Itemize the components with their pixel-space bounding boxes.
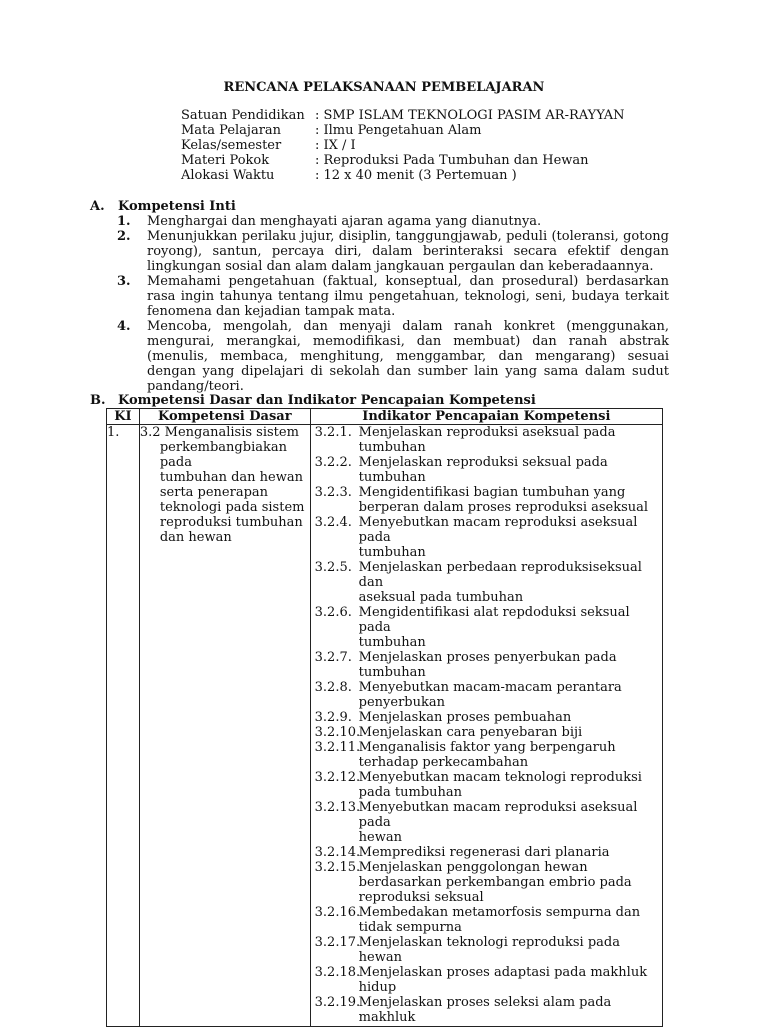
section-a-letter: A. xyxy=(90,199,105,214)
list-item-text: Menghargai dan menghayati ajaran agama yang dianutnya. xyxy=(147,214,542,229)
info-row xyxy=(181,168,625,183)
indicator-text: Menjelaskan proses adaptasi pada makhluk xyxy=(358,965,648,980)
competency-table xyxy=(106,408,663,1027)
indicator-number: 3.2.19. xyxy=(314,995,361,1010)
indicator-text: Menjelaskan cara penyebaran biji xyxy=(358,725,583,740)
indicator-text-continued: tumbuhan xyxy=(358,545,426,560)
kd-line: pada xyxy=(159,455,193,470)
indicator-number: 3.2.16. xyxy=(314,905,361,920)
list-item-number: 4. xyxy=(117,319,131,334)
list-item xyxy=(117,319,669,394)
indicator-text-continued: reproduksi seksual xyxy=(358,890,484,905)
indicator-item xyxy=(311,605,662,650)
indicator-text: Menjelaskan teknologi reproduksi pada hewan xyxy=(358,935,620,965)
info-label: Kelas/semester xyxy=(181,138,282,153)
list-item-number: 3. xyxy=(117,274,131,289)
section-a-title: Kompetensi Inti xyxy=(118,199,236,214)
indicator-number: 3.2.13. xyxy=(314,800,361,815)
kd-line: tumbuhan dan hewan xyxy=(159,470,303,485)
section-b-heading xyxy=(90,393,536,408)
indicator-text: Menyebutkan macam-macam perantara xyxy=(358,680,622,695)
indicator-text-continued: hidup xyxy=(358,980,397,995)
indicator-text: Menjelaskan proses seleksi alam pada makhluk xyxy=(358,995,612,1025)
indicator-item xyxy=(311,965,662,995)
indicator-item xyxy=(311,485,662,515)
indicator-item xyxy=(311,860,662,905)
indicator-item xyxy=(311,770,662,800)
indicator-item xyxy=(311,710,662,725)
indicator-item xyxy=(311,995,662,1025)
indicator-item xyxy=(311,935,662,965)
indicator-item xyxy=(311,680,662,710)
info-row xyxy=(181,138,625,153)
kd-line: reproduksi tumbuhan xyxy=(159,515,303,530)
indicator-text: Menjelaskan proses penyerbukan pada xyxy=(358,650,617,665)
indicator-text-continued: penyerbukan xyxy=(358,695,445,710)
document-title: RENCANA PELAKSANAAN PEMBELAJARAN xyxy=(223,80,545,95)
list-item xyxy=(117,229,669,274)
info-row xyxy=(181,108,625,123)
indicator-text-continued: terhadap perkecambahan xyxy=(358,755,529,770)
indicator-text: Menyebutkan macam teknologi reproduksi xyxy=(358,770,642,785)
kd-line: teknologi pada sistem xyxy=(159,500,305,515)
table-row xyxy=(107,425,663,1027)
header-ki: KI xyxy=(107,409,140,425)
indicator-number: 3.2.1. xyxy=(314,425,352,440)
info-value: : SMP ISLAM TEKNOLOGI PASIM AR-RAYYAN xyxy=(315,108,625,123)
indicator-text: Menganalisis faktor yang berpengaruh xyxy=(358,740,616,755)
info-value: : 12 x 40 menit (3 Pertemuan ) xyxy=(315,168,517,183)
indicator-item xyxy=(311,800,662,845)
indicator-number: 3.2.9. xyxy=(314,710,352,725)
info-label: Satuan Pendidikan xyxy=(181,108,305,123)
indicator-text-continued: aseksual pada tumbuhan xyxy=(358,590,524,605)
indicator-text: Menjelaskan proses pembuahan xyxy=(358,710,572,725)
identity-block xyxy=(181,108,625,183)
indicator-number: 3.2.15. xyxy=(314,860,361,875)
list-item-text: Menunjukkan perilaku jujur, disiplin, tanggungjawab, peduli (toleransi, gotong royong), santun, percaya diri, dalam berinteraksi secara efektif dengan lingkungan sosial dan alam dalam jangkauan pergaulan dan keberadaannya. xyxy=(147,229,669,274)
indicator-text: Menyebutkan macam reproduksi aseksual pada xyxy=(358,800,638,830)
indicator-number: 3.2.10. xyxy=(314,725,361,740)
header-indikator: Indikator Pencapaian Kompetensi xyxy=(310,409,662,425)
indicator-number: 3.2.7. xyxy=(314,650,352,665)
table-header-row xyxy=(107,409,663,425)
ki-number-cell: 1. xyxy=(107,425,140,1027)
indicator-item xyxy=(311,425,662,455)
kd-cell xyxy=(139,425,310,1027)
indicator-text-continued: berperan dalam proses reproduksi aseksual xyxy=(358,500,649,515)
info-value: : Reproduksi Pada Tumbuhan dan Hewan xyxy=(315,153,589,168)
indicator-number: 3.2.8. xyxy=(314,680,352,695)
info-label: Alokasi Waktu xyxy=(181,168,275,183)
info-label: Mata Pelajaran xyxy=(181,123,282,138)
list-item-number: 2. xyxy=(117,229,131,244)
list-item-number: 1. xyxy=(117,214,131,229)
indicator-item xyxy=(311,845,662,860)
indicator-text: Memprediksi regenerasi dari planaria xyxy=(358,845,610,860)
list-item-text: Memahami pengetahuan (faktual, konseptual, dan prosedural) berdasarkan rasa ingin tahunya tentang ilmu pengetahuan, teknologi, seni, budaya terkait fenomena dan kejadian tampak mata. xyxy=(147,274,669,319)
indicator-number: 3.2.6. xyxy=(314,605,352,620)
indicator-text-continued: berdasarkan perkembangan embrio pada xyxy=(358,875,632,890)
indicator-text: Menjelaskan penggolongan hewan xyxy=(358,860,588,875)
kd-line: dan hewan xyxy=(159,530,232,545)
list-item-text: Mencoba, mengolah, dan menyaji dalam ranah konkret (menggunakan, mengurai, merangkai, memodifikasi, dan membuat) dan ranah abstrak (menulis, membaca, menghitung, menggambar, dan mengarang) sesuai dengan yang dipelajari di sekolah dan sumber lain yang sama dalam sudut pandang/teori. xyxy=(147,319,669,394)
indicator-number: 3.2.4. xyxy=(314,515,352,530)
indicator-item xyxy=(311,905,662,935)
indicator-item xyxy=(311,560,662,605)
indicator-number: 3.2.18. xyxy=(314,965,361,980)
indicator-text-continued: tumbuhan xyxy=(358,665,426,680)
indicator-text: Membedakan metamorfosis sempurna dan xyxy=(358,905,641,920)
indicator-number: 3.2.5. xyxy=(314,560,352,575)
indicator-text-continued: tumbuhan xyxy=(358,470,426,485)
indicator-number: 3.2.14. xyxy=(314,845,361,860)
indicator-text-continued: tidak sempurna xyxy=(358,920,462,935)
indicator-number: 3.2.3. xyxy=(314,485,352,500)
indicator-item xyxy=(311,515,662,560)
kd-first-line: 3.2 Menganalisis sistem xyxy=(139,425,299,440)
info-row xyxy=(181,153,625,168)
indicator-text: Mengidentifikasi alat repdoduksi seksual pada xyxy=(358,605,630,635)
info-value: : IX / I xyxy=(315,138,356,153)
indicator-number: 3.2.2. xyxy=(314,455,352,470)
indicator-text: Menjelaskan reproduksi seksual pada xyxy=(358,455,608,470)
indicator-cell xyxy=(310,425,662,1027)
info-row xyxy=(181,123,625,138)
kd-line: serta penerapan xyxy=(159,485,269,500)
info-label: Materi Pokok xyxy=(181,153,270,168)
indicator-number: 3.2.17. xyxy=(314,935,361,950)
section-b-title: Kompetensi Dasar dan Indikator Pencapaian Kompetensi xyxy=(118,393,536,408)
indicator-text: Menjelaskan reproduksi aseksual pada xyxy=(358,425,616,440)
indicator-text: Mengidentifikasi bagian tumbuhan yang xyxy=(358,485,626,500)
kd-line: perkembangbiakan xyxy=(159,440,287,455)
section-b-letter: B. xyxy=(90,393,106,408)
indicator-item xyxy=(311,650,662,680)
indicator-text-continued: hewan xyxy=(358,830,402,845)
indicator-item xyxy=(311,740,662,770)
indicator-text-continued: tumbuhan xyxy=(358,635,426,650)
list-item xyxy=(117,274,669,319)
indicator-item xyxy=(311,455,662,485)
info-value: : Ilmu Pengetahuan Alam xyxy=(315,123,482,138)
indicator-item xyxy=(311,725,662,740)
indicator-text: Menjelaskan perbedaan reproduksiseksual dan xyxy=(358,560,642,590)
indicator-text-continued: pada tumbuhan xyxy=(358,785,463,800)
header-kompetensi-dasar: Kompetensi Dasar xyxy=(139,409,310,425)
indicator-number: 3.2.12. xyxy=(314,770,361,785)
indicator-text: Menyebutkan macam reproduksi aseksual pada xyxy=(358,515,638,545)
list-item xyxy=(117,214,669,229)
indicator-text-continued: tumbuhan xyxy=(358,440,426,455)
section-a-heading xyxy=(90,199,236,214)
core-competency-list xyxy=(117,214,669,394)
indicator-number: 3.2.11. xyxy=(314,740,361,755)
